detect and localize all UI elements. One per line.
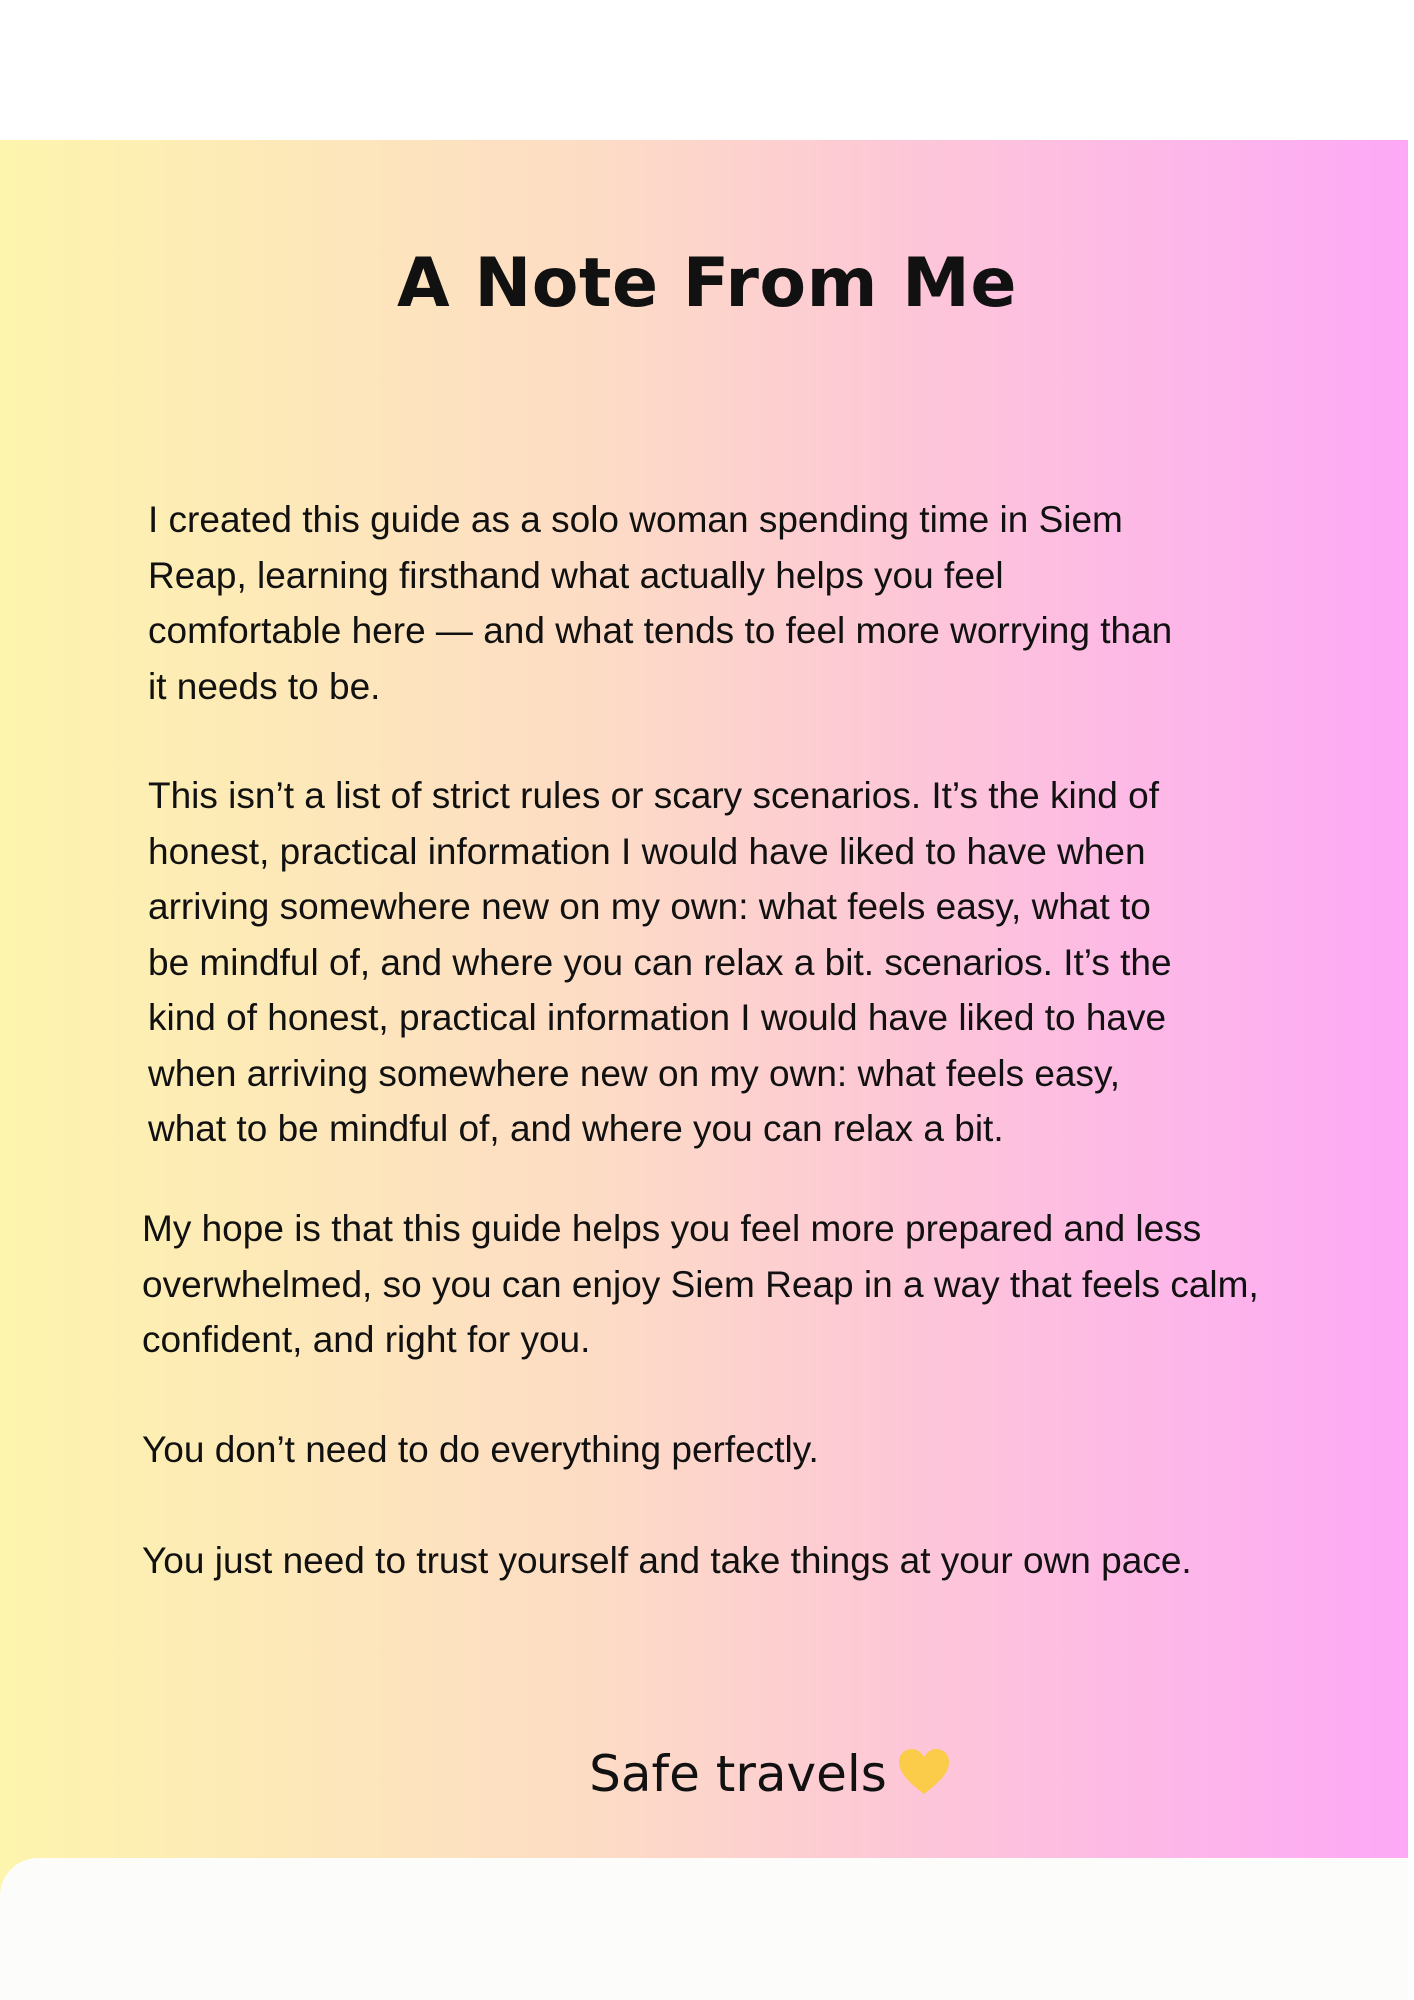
signoff (0, 1738, 1414, 1816)
signoff-text: Safe travels (589, 1745, 887, 1803)
heart-icon (897, 1744, 951, 1816)
page-title: A Note From Me (397, 244, 1017, 323)
purpose-paragraph: This isn’t a list of strict rules or scary scenarios. It’s the kind of honest, practical information I would have liked to have when arriving somewhere new on my own: what feels easy, what to be mindful of, and where you can relax a bit. scenarios. It’s the kind of honest, practical information I would have liked to have when arriving somewhere new on my own: what feels easy, what to be mindful of, and where you can relax a bit. (148, 775, 1172, 1149)
perfect-paragraph: You don’t need to do everything perfectly. (142, 1429, 819, 1470)
bottom-card (0, 1858, 1414, 2000)
trust-paragraph: You just need to trust yourself and take things at your own pace. (142, 1540, 1192, 1581)
hope-paragraph: My hope is that this guide helps you feel more prepared and less overwhelmed, so you can enjoy Siem Reap in a way that feels calm, confident, and right for you. (142, 1208, 1259, 1360)
intro-paragraph: I created this guide as a solo woman spending time in Siem Reap, learning firsthand what actually helps you feel comfortable here — and what tends to feel more worrying than it needs to be. (148, 499, 1173, 707)
